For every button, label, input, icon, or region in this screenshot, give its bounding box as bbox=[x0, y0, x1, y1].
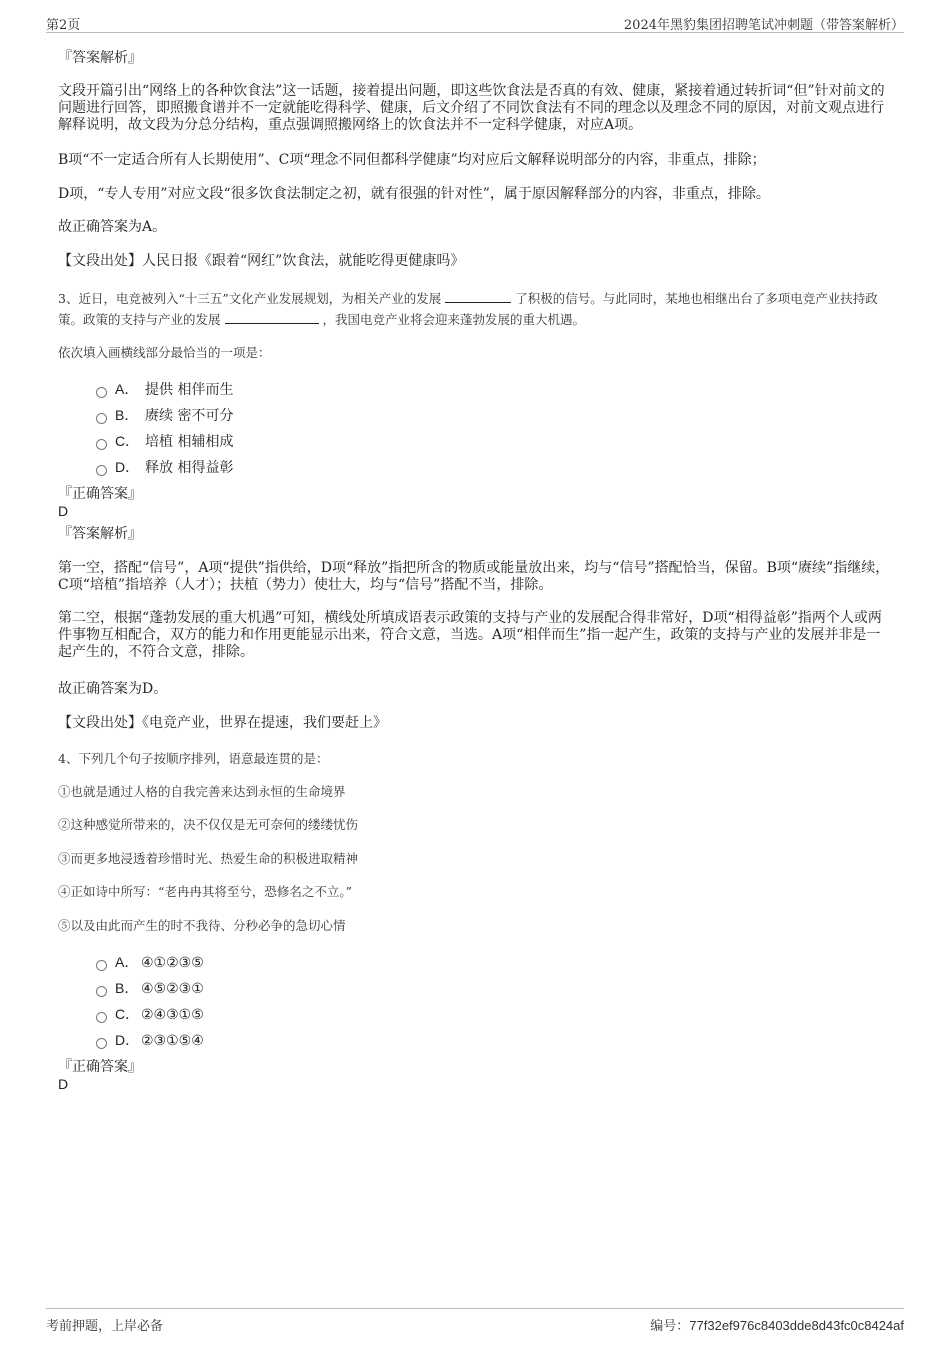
q4-sentence: ④正如诗中所写：“老冉冉其将至兮，恐修名之不立。” bbox=[58, 884, 353, 899]
q4-sentence: ①也就是通过人格的自我完善来达到永恒的生命境界 bbox=[58, 784, 346, 799]
q2-analysis-para-3: D项，“专人专用”对应文段“很多饮食法制定之初，就有很强的针对性”，属于原因解释部分的内容，非重点，排除。 bbox=[58, 186, 770, 202]
q3-answer: D bbox=[58, 503, 69, 519]
footer-slogan: 考前押题，上岸必备 bbox=[46, 1319, 164, 1334]
page-footer bbox=[46, 1308, 904, 1334]
page-header bbox=[46, 12, 904, 33]
q3-option-b[interactable]: B． 赓续 密不可分 bbox=[96, 405, 233, 425]
radio-icon[interactable] bbox=[96, 439, 107, 450]
document-title: 2024年黑豹集团招聘笔试冲刺题（带答案解析） bbox=[623, 18, 904, 33]
q3-stem-part-3: ，我国电竞产业将会迎来蓬勃发展的重大机遇。 bbox=[322, 312, 585, 327]
q4-option-c[interactable]: C． ②④③①⑤ bbox=[96, 1004, 204, 1024]
q4-answer-label: 『正确答案』 bbox=[58, 1059, 142, 1075]
q2-source: 【文段出处】人民日报《跟着“网红”饮食法，就能吃得更健康吗》 bbox=[58, 253, 465, 269]
q3-stem-part-1: 3、近日，电竞被列入“十三五”文化产业发展规划，为相关产业的发展 bbox=[58, 291, 442, 306]
q3-option-a[interactable]: A． 提供 相伴而生 bbox=[96, 379, 233, 399]
page-number: 第2页 bbox=[46, 18, 81, 33]
q2-analysis-para-2: B项“不一定适合所有人长期使用”、C项“理念不同但都科学健康”均对应后文解释说明部分的内容，非重点，排除； bbox=[58, 152, 766, 168]
q4-sentence: ③而更多地浸透着珍惜时光、热爱生命的积极进取精神 bbox=[58, 851, 359, 866]
q4-answer: D bbox=[58, 1076, 69, 1092]
q3-option-d[interactable]: D． 释放 相得益彰 bbox=[96, 457, 233, 477]
q4-stem: 4、下列几个句子按顺序排列，语意最连贯的是： bbox=[58, 751, 329, 766]
radio-icon[interactable] bbox=[96, 960, 107, 971]
q3-prompt: 依次填入画横线部分最恰当的一项是： bbox=[58, 345, 271, 360]
q4-option-b[interactable]: B． ④⑤②③① bbox=[96, 978, 204, 998]
q3-analysis-para-2: 第二空，根据“蓬勃发展的重大机遇”可知，横线处所填成语表示政策的支持与产业的发展配合得非常好，D项“相得益彰”指两个人或两件事物互相配合，双方的能力和作用更能显示出来，符合文意，当选。A项“相伴而生”指一起产生，政策的支持与产业的发展并非是一起产生的，不符合文意，排除。 bbox=[58, 610, 882, 660]
q2-analysis-label: 『答案解析』 bbox=[58, 50, 142, 66]
q3-blank-2 bbox=[225, 311, 319, 324]
q2-analysis-para-1: 文段开篇引出“网络上的各种饮食法”这一话题，接着提出问题，即这些饮食法是否真的有效、健康，紧接着通过转折词“但”针对前文的问题进行回答，即照搬食谱并不一定就能吃得科学、健康，后文介绍了不同饮食法有不同的理念以及理念不同的原因，对前文观点进行解释说明，故文段为分总分结构，重点强调照搬网络上的饮食法并不一定科学健康，对应A项。 bbox=[58, 83, 885, 133]
radio-icon[interactable] bbox=[96, 413, 107, 424]
footer-id: 编号：77f32ef976c8403dde8d43fc0c8424af bbox=[650, 1318, 904, 1334]
q3-stem bbox=[58, 288, 894, 330]
q4-sentence: ②这种感觉所带来的，决不仅仅是无可奈何的缕缕忧伤 bbox=[58, 817, 359, 832]
q3-conclusion: 故正确答案为D。 bbox=[58, 681, 168, 697]
q2-conclusion: 故正确答案为A。 bbox=[58, 219, 167, 235]
q3-blank-1 bbox=[445, 290, 511, 303]
q3-answer-label: 『正确答案』 bbox=[58, 486, 142, 502]
q3-analysis-label: 『答案解析』 bbox=[58, 526, 142, 542]
q3-analysis-para-1: 第一空，搭配“信号”，A项“提供”指供给，D项“释放”指把所含的物质或能量放出来，均与“信号”搭配恰当，保留。B项“赓续”指继续，C项“培植”指培养（人才）；扶植（势力）使壮大，均与“信号”搭配不当，排除。 bbox=[58, 560, 890, 593]
q4-option-a[interactable]: A． ④①②③⑤ bbox=[96, 952, 204, 972]
q3-option-c[interactable]: C． 培植 相辅相成 bbox=[96, 431, 233, 451]
radio-icon[interactable] bbox=[96, 1038, 107, 1049]
radio-icon[interactable] bbox=[96, 1012, 107, 1023]
radio-icon[interactable] bbox=[96, 465, 107, 476]
q4-option-d[interactable]: D． ②③①⑤④ bbox=[96, 1030, 204, 1050]
q3-source: 【文段出处】《电竞产业，世界在提速，我们要赶上》 bbox=[58, 715, 387, 731]
radio-icon[interactable] bbox=[96, 986, 107, 997]
radio-icon[interactable] bbox=[96, 387, 107, 398]
q3-stem-part-2: 了积极的信号。与此同时，某地也相继出台了多项电竞产业扶持政策。政策的支持与产业的发展 bbox=[58, 291, 878, 327]
q4-sentence: ⑤以及由此而产生的时不我待、分秒必争的急切心情 bbox=[58, 918, 346, 933]
